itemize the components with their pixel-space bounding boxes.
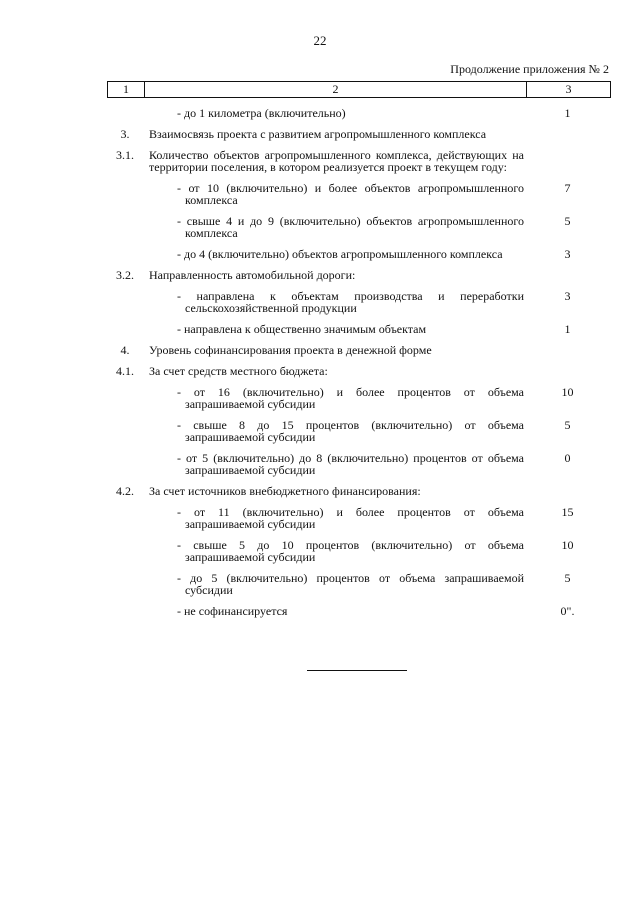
row-number xyxy=(107,107,143,119)
row-score: 10 xyxy=(561,538,574,552)
row-text: - свыше 4 и до 9 (включительно) объектов агропромышленного комплекса xyxy=(177,214,524,240)
continuation-label: Продолжение приложения № 2 xyxy=(450,62,609,76)
row-number xyxy=(107,290,143,314)
row-number: 3.2. xyxy=(116,268,134,282)
row-number xyxy=(107,452,143,476)
row-text: - от 5 (включительно) до 8 (включительно) процентов от объема запрашиваемой субсидии xyxy=(177,451,524,477)
table-row xyxy=(107,269,611,281)
row-score: 3 xyxy=(564,247,571,261)
row-number xyxy=(107,506,143,530)
header-col-1: 1 xyxy=(108,82,145,97)
row-text: - направлена к объектам производства и переработки сельскохозяйственной продукции xyxy=(177,289,524,315)
row-text: - до 5 (включительно) процентов от объема запрашиваемой субсидии xyxy=(177,571,524,597)
row-number xyxy=(107,386,143,410)
row-number xyxy=(107,248,143,260)
row-score: 1 xyxy=(564,106,571,120)
row-score xyxy=(524,365,611,377)
row-score: 1 xyxy=(564,322,571,336)
table-row xyxy=(107,248,611,260)
row-number xyxy=(107,605,143,617)
row-number xyxy=(107,215,143,239)
row-text: - до 1 километра (включительно) xyxy=(177,106,346,120)
row-number: 4. xyxy=(120,343,130,357)
table-row xyxy=(107,323,611,335)
row-text: Направленность автомобильной дороги: xyxy=(149,268,356,282)
row-text: Взаимосвязь проекта с развитием агропромышленного комплекса xyxy=(149,127,487,141)
row-number: 3.1. xyxy=(116,148,134,162)
row-number xyxy=(107,539,143,563)
table-row xyxy=(107,506,611,530)
row-text: Уровень софинансирования проекта в денежной форме xyxy=(149,343,432,357)
row-number xyxy=(107,182,143,206)
row-text: - свыше 8 до 15 процентов (включительно) от объема запрашиваемой субсидии xyxy=(177,418,524,444)
table-row xyxy=(107,605,611,617)
row-text: - от 11 (включительно) и более процентов от объема запрашиваемой субсидии xyxy=(177,505,524,531)
row-text: За счет средств местного бюджета: xyxy=(149,364,328,378)
row-score xyxy=(524,128,611,140)
table-row xyxy=(107,365,611,377)
table-row xyxy=(107,149,611,173)
row-score: 3 xyxy=(564,289,571,303)
row-score: 5 xyxy=(564,571,571,585)
table-row xyxy=(107,290,611,314)
header-col-2: 2 xyxy=(145,82,527,97)
table-row xyxy=(107,386,611,410)
row-score: 0 xyxy=(564,451,571,465)
row-text: - направлена к общественно значимым объектам xyxy=(177,322,427,336)
page-number: 22 xyxy=(313,33,327,48)
row-number: 4.1. xyxy=(116,364,134,378)
table-row xyxy=(107,572,611,596)
table-row xyxy=(107,344,611,356)
table-row xyxy=(107,128,611,140)
row-number xyxy=(107,572,143,596)
row-score xyxy=(524,149,611,173)
row-score: 5 xyxy=(564,418,571,432)
row-score: 7 xyxy=(564,181,571,195)
table-row xyxy=(107,452,611,476)
table-row xyxy=(107,182,611,206)
table-row xyxy=(107,485,611,497)
row-score xyxy=(524,344,611,356)
table-row xyxy=(107,539,611,563)
row-text: - до 4 (включительно) объектов агропромышленного комплекса xyxy=(177,247,503,261)
row-text: За счет источников внебюджетного финансирования: xyxy=(149,484,421,498)
header-col-3: 3 xyxy=(565,82,572,96)
row-score: 0". xyxy=(560,604,575,618)
row-score: 5 xyxy=(564,214,571,228)
row-score xyxy=(524,269,611,281)
row-text: - от 10 (включительно) и более объектов агропромышленного комплекса xyxy=(177,181,524,207)
row-score: 15 xyxy=(561,505,574,519)
row-text: - не софинансируется xyxy=(177,604,288,618)
row-number xyxy=(107,323,143,335)
row-score: 10 xyxy=(561,385,574,399)
row-number: 3. xyxy=(120,127,130,141)
row-text: Количество объектов агропромышленного комплекса, действующих на территории поселения, в котором реализуется проект в текущем году: xyxy=(149,148,524,174)
table-row xyxy=(107,107,611,119)
table-row xyxy=(107,215,611,239)
row-text: - от 16 (включительно) и более процентов от объема запрашиваемой субсидии xyxy=(177,385,524,411)
criteria-table-body xyxy=(107,107,611,626)
row-number xyxy=(107,419,143,443)
row-text: - свыше 5 до 10 процентов (включительно) от объема запрашиваемой субсидии xyxy=(177,538,524,564)
row-score xyxy=(524,485,611,497)
end-divider xyxy=(307,670,407,671)
table-header xyxy=(107,81,611,98)
row-number: 4.2. xyxy=(116,484,134,498)
table-row xyxy=(107,419,611,443)
